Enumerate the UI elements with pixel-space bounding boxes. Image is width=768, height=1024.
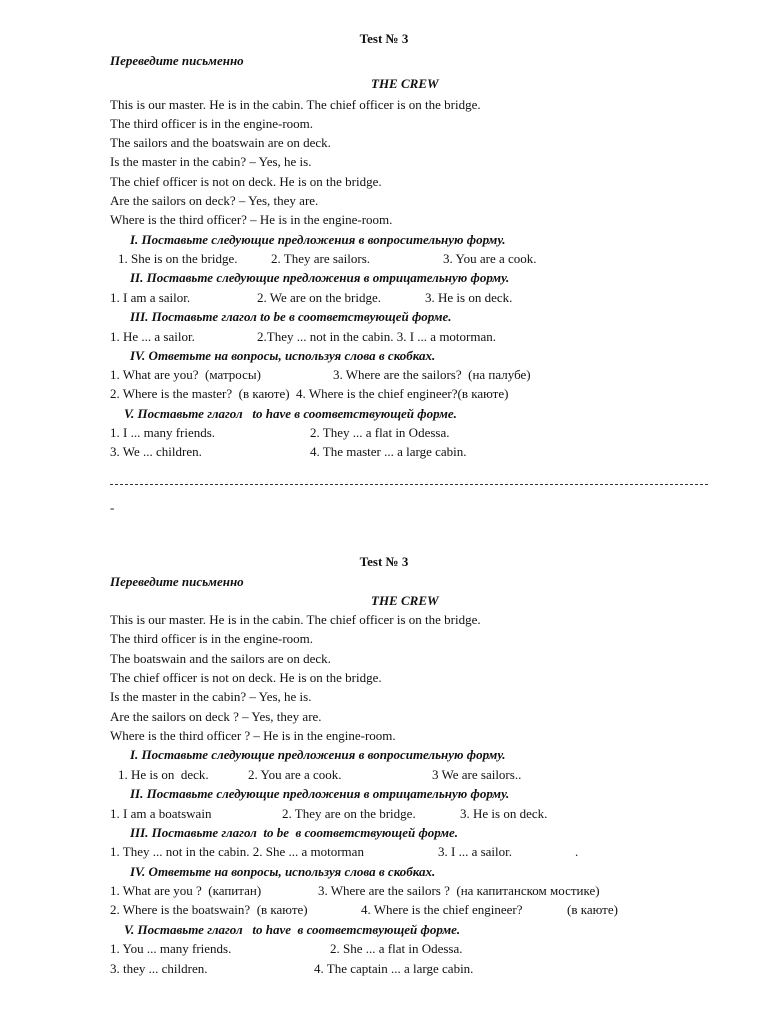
exercise-item: 4. Where is the chief engineer?: [361, 902, 523, 917]
text-line: Are the sailors on deck? – Yes, they are.: [110, 193, 319, 208]
exercise-item: 3. We ... children.: [110, 444, 202, 459]
text-line: Where is the third officer? – He is in the engine-room.: [110, 212, 393, 227]
task-heading: IV. Ответьте на вопросы, используя слова в скобках.: [130, 864, 436, 879]
task-row: [0, 806, 768, 821]
exercise-item: 1. He is on deck.: [118, 767, 209, 782]
separator-tail: -: [110, 500, 115, 515]
exercise-item: .: [575, 844, 579, 859]
task-heading: I. Поставьте следующие предложения в вопросительную форму.: [130, 232, 506, 247]
exercise-item: 2. They are on the bridge.: [282, 806, 416, 821]
dashed-separator: [110, 484, 708, 485]
test-title: Test № 3: [359, 31, 409, 46]
exercise-item: 2. They ... a flat in Odessa.: [310, 425, 450, 440]
exercise-item: 1. She is on the bridge.: [118, 251, 238, 266]
task-row: [0, 329, 768, 344]
exercise-item: 2. They are sailors.: [271, 251, 371, 266]
task-row: [0, 902, 768, 917]
text-line: This is our master. He is in the cabin. The chief officer is on the bridge.: [110, 97, 481, 112]
task-row: [0, 767, 768, 782]
task-row: [0, 883, 768, 898]
text-title: THE CREW: [371, 593, 439, 608]
task-row: [0, 444, 768, 459]
text-line: Is the master in the cabin? – Yes, he is.: [110, 154, 312, 169]
exercise-item: 3. Where are the sailors? (на палубе): [333, 367, 531, 382]
task-heading: III. Поставьте глагол to be в соответствующей форме.: [130, 309, 452, 324]
task-heading: II. Поставьте следующие предложения в отрицательную форму.: [130, 786, 510, 801]
exercise-item: 3. He is on deck.: [460, 806, 548, 821]
exercise-item: 3 We are sailors..: [432, 767, 522, 782]
exercise-item: 3. Where are the sailors ? (на капитанском мостике): [318, 883, 600, 898]
exercise-item: 1. What are you ? (капитан): [110, 883, 262, 898]
text-line: Are the sailors on deck ? – Yes, they are.: [110, 709, 322, 724]
exercise-item: 2. She ... a flat in Odessa.: [330, 941, 463, 956]
instruction: Переведите письменно: [110, 53, 244, 68]
text-line: The chief officer is not on deck. He is on the bridge.: [110, 174, 382, 189]
exercise-item: 2. Where is the boatswain? (в каюте): [110, 902, 308, 917]
task-heading: V. Поставьте глагол to have в соответствующей форме.: [124, 922, 461, 937]
exercise-item: 3. You are a cook.: [443, 251, 537, 266]
exercise-item: 1. I am a boatswain: [110, 806, 212, 821]
text-line: The boatswain and the sailors are on deck.: [110, 651, 331, 666]
exercise-item: 3. He is on deck.: [425, 290, 513, 305]
exercise-item: 2. Where is the master? (в каюте) 4. Where is the chief engineer?(в каюте): [110, 386, 509, 401]
instruction: Переведите письменно: [110, 574, 244, 589]
exercise-item: 1. I ... many friends.: [110, 425, 216, 440]
exercise-item: 2. We are on the bridge.: [257, 290, 381, 305]
task-row: [0, 425, 768, 440]
exercise-item: 4. The captain ... a large cabin.: [314, 961, 474, 976]
text-line: This is our master. He is in the cabin. The chief officer is on the bridge.: [110, 612, 481, 627]
task-row: [0, 367, 768, 382]
exercise-item: 1. You ... many friends.: [110, 941, 232, 956]
exercise-item: 1. He ... a sailor.: [110, 329, 195, 344]
test-title: Test № 3: [359, 554, 409, 569]
task-heading: II. Поставьте следующие предложения в отрицательную форму.: [130, 270, 510, 285]
task-heading: III. Поставьте глагол to be в соответствующей форме.: [130, 825, 459, 840]
exercise-item: 1. I am a sailor.: [110, 290, 191, 305]
exercise-item: 2. You are a cook.: [248, 767, 342, 782]
task-heading: IV. Ответьте на вопросы, используя слова в скобках.: [130, 348, 436, 363]
task-heading: I. Поставьте следующие предложения в вопросительную форму.: [130, 747, 506, 762]
task-row: [0, 961, 768, 976]
task-row: [0, 941, 768, 956]
exercise-item: (в каюте): [567, 902, 618, 917]
exercise-item: 3. they ... children.: [110, 961, 208, 976]
exercise-item: 3. I ... a sailor.: [438, 844, 513, 859]
task-row: [0, 251, 768, 266]
exercise-item: 1. What are you? (матросы): [110, 367, 261, 382]
text-line: The third officer is in the engine-room.: [110, 631, 314, 646]
text-title: THE CREW: [371, 76, 439, 91]
text-line: The chief officer is not on deck. He is on the bridge.: [110, 670, 382, 685]
task-row: [0, 844, 768, 859]
text-line: Where is the third officer ? – He is in the engine-room.: [110, 728, 396, 743]
task-heading: V. Поставьте глагол to have в соответствующей форме.: [124, 406, 457, 421]
text-line: The third officer is in the engine-room.: [110, 116, 314, 131]
exercise-item: 1. They ... not in the cabin. 2. She ... a motorman: [110, 844, 364, 859]
exercise-item: 2.They ... not in the cabin. 3. I ... a motorman.: [257, 329, 497, 344]
exercise-item: 4. The master ... a large cabin.: [310, 444, 467, 459]
text-line: The sailors and the boatswain are on deck.: [110, 135, 331, 150]
text-line: Is the master in the cabin? – Yes, he is.: [110, 689, 312, 704]
task-row: [0, 290, 768, 305]
